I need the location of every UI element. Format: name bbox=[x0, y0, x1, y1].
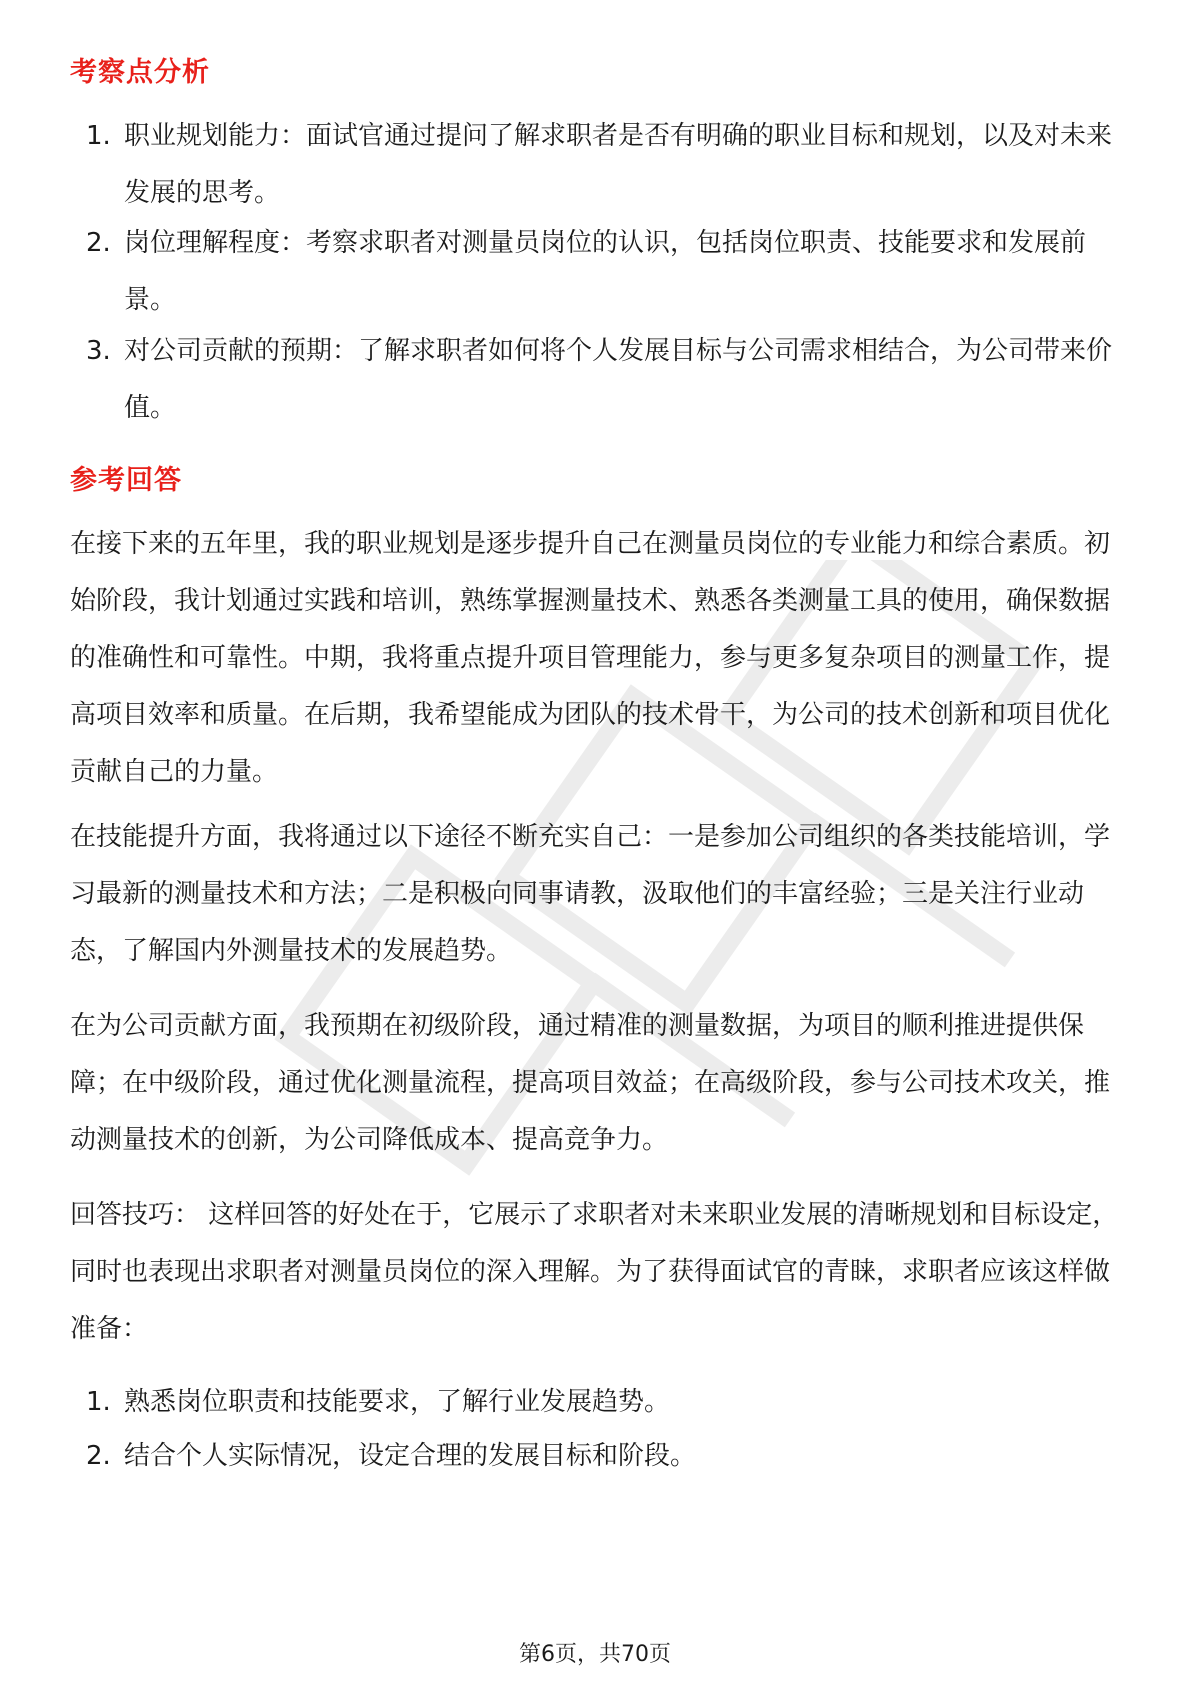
section-heading-answer: 参考回答 bbox=[70, 465, 182, 496]
list-number: 2. bbox=[86, 228, 111, 258]
answer-paragraph: 在接下来的五年里，我的职业规划是逐步提升自己在测量员岗位的专业能力和综合素质。初始阶段，我计划通过实践和培训，熟练掌握测量技术、熟悉各类测量工具的使用，确保数据的准确性和可靠性。中期，我将重点提升项目管理能力，参与更多复杂项目的测量工作，提高项目效率和质量。在后期，我希望能成为团队的技术骨干，为公司的技术创新和项目优化贡献自己的力量。 bbox=[70, 529, 1111, 787]
answer-paragraph: 在技能提升方面，我将通过以下途径不断充实自己：一是参加公司组织的各类技能培训，学习最新的测量技术和方法；二是积极向同事请教，汲取他们的丰富经验；三是关注行业动态，了解国内外测量技术的发展趋势。 bbox=[70, 822, 1111, 966]
page-number-footer: 第6页，共70页 bbox=[519, 1642, 671, 1667]
list-item bbox=[86, 215, 1126, 329]
list-number: 3. bbox=[86, 336, 111, 366]
answer-paragraph: 在为公司贡献方面，我预期在初级阶段，通过精准的测量数据，为项目的顺利推进提供保障；在中级阶段，通过优化测量流程，提高项目效益；在高级阶段，参与公司技术攻关，推动测量技术的创新，为公司降低成本、提高竞争力。 bbox=[70, 1011, 1111, 1155]
list-text: 职业规划能力：面试官通过提问了解求职者是否有明确的职业目标和规划，以及对未来发展的思考。 bbox=[124, 121, 1113, 208]
list-item bbox=[86, 323, 1126, 437]
list-text: 结合个人实际情况，设定合理的发展目标和阶段。 bbox=[124, 1441, 697, 1471]
list-text: 岗位理解程度：考察求职者对测量员岗位的认识，包括岗位职责、技能要求和发展前景。 bbox=[124, 228, 1087, 315]
list-item bbox=[86, 108, 1126, 222]
list-number: 2. bbox=[86, 1441, 111, 1471]
list-number: 1. bbox=[86, 1387, 111, 1417]
list-text: 对公司贡献的预期：了解求职者如何将个人发展目标与公司需求相结合，为公司带来价值。 bbox=[124, 336, 1113, 423]
tip-item bbox=[86, 1374, 1126, 1431]
section-heading-analysis: 考察点分析 bbox=[70, 57, 210, 88]
list-number: 1. bbox=[86, 121, 111, 151]
tip-item bbox=[86, 1428, 1126, 1485]
list-text: 熟悉岗位职责和技能要求，了解行业发展趋势。 bbox=[124, 1387, 671, 1417]
tips-paragraph: 回答技巧： 这样回答的好处在于，它展示了求职者对未来职业发展的清晰规划和目标设定，同时也表现出求职者对测量员岗位的深入理解。为了获得面试官的青睐，求职者应该这样做准备： bbox=[70, 1200, 1119, 1344]
